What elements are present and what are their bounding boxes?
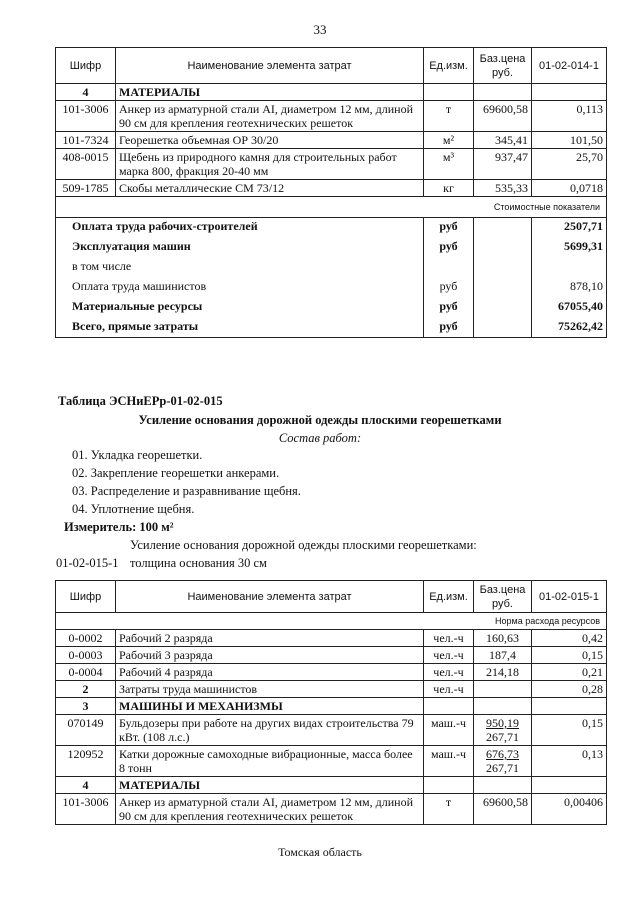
- table-row: [56, 647, 607, 664]
- row-name: Рабочий 4 разряда: [116, 664, 424, 681]
- description: Усиление основания дорожной одежды плоскими георешетками:: [130, 538, 477, 552]
- table-row: [56, 180, 607, 197]
- table-01-02-015: [55, 580, 607, 825]
- row-price: 950,19: [486, 716, 519, 730]
- table-row: [56, 664, 607, 681]
- row-price: 187,4: [474, 647, 532, 664]
- row-unit: чел.-ч: [424, 664, 474, 681]
- row-price: 160,63: [474, 630, 532, 647]
- row-value: 0,42: [532, 630, 607, 647]
- row-name: Щебень из природного камня для строительных работ марка 800, фракция 20-40 мм: [116, 149, 424, 180]
- row-unit: м³: [424, 149, 474, 180]
- row-value: 25,70: [532, 149, 607, 180]
- cost-row-value: 75262,42: [532, 318, 607, 338]
- table-01-02-014: [55, 47, 607, 338]
- row-name: Скобы металлические СМ 73/12: [116, 180, 424, 197]
- row-value: 0,00406: [532, 794, 607, 825]
- row-unit: м²: [424, 132, 474, 149]
- row-price-machinist: 267,71: [486, 730, 519, 744]
- work-item: 04. Уплотнение щебня.: [72, 502, 195, 516]
- row-code: 101-3006: [56, 794, 116, 825]
- row-code: 070149: [56, 715, 116, 746]
- row-price: 937,47: [474, 149, 532, 180]
- row-name: Рабочий 2 разряда: [116, 630, 424, 647]
- row-value: 0,0718: [532, 180, 607, 197]
- footer-region: Томская область: [278, 845, 362, 859]
- cost-row-value: 2507,71: [532, 218, 607, 238]
- col-header-code: Шифр: [56, 48, 116, 84]
- work-item: 02. Закрепление георешетки анкерами.: [72, 466, 280, 480]
- row-name: Затраты труда машинистов: [116, 681, 424, 698]
- table-row: [56, 715, 607, 746]
- col-header-variant: 01-02-014-1: [532, 48, 607, 84]
- row-value: 0,21: [532, 664, 607, 681]
- row-price: 69600,58: [474, 101, 532, 132]
- row-unit: т: [424, 794, 474, 825]
- work-title: Состав работ:: [278, 431, 362, 445]
- col-header-unit: Ед.изм.: [424, 581, 474, 613]
- cost-row-value: 878,10: [532, 278, 607, 298]
- cost-row-name: Оплата труда машинистов: [56, 278, 424, 298]
- work-item: 01. Укладка георешетки.: [72, 448, 203, 462]
- cost-row-unit: руб: [424, 238, 474, 258]
- meter-label: Измеритель: 100 м²: [64, 520, 174, 534]
- row-price: 69600,58: [474, 794, 532, 825]
- row-name: Бульдозеры при работе на других видах строительства 79 кВт. (108 л.с.): [116, 715, 424, 746]
- row-unit: маш.-ч: [424, 715, 474, 746]
- col-header-price: Баз.цена руб.: [474, 581, 532, 613]
- table-row: [56, 132, 607, 149]
- table-row: [56, 794, 607, 825]
- row-price-machinist: 267,71: [486, 761, 519, 775]
- row-unit: чел.-ч: [424, 681, 474, 698]
- col-header-code: Шифр: [56, 581, 116, 613]
- table-row: [56, 681, 607, 698]
- row-value: 0,13: [532, 746, 607, 777]
- cost-row-name: Оплата труда рабочих-строителей: [56, 218, 424, 238]
- row-unit: т: [424, 101, 474, 132]
- row-code: 0-0003: [56, 647, 116, 664]
- section-code: 4: [56, 777, 116, 794]
- page-number: 33: [313, 22, 327, 37]
- variant-text: толщина основания 30 см: [130, 556, 267, 570]
- work-item: 03. Распределение и разравнивание щебня.: [72, 484, 301, 498]
- row-unit: чел.-ч: [424, 647, 474, 664]
- row-code: 2: [56, 681, 116, 698]
- cost-row-unit: руб: [424, 218, 474, 238]
- row-code: 101-3006: [56, 101, 116, 132]
- row-name: Георешетка объемная ОР 30/20: [116, 132, 424, 149]
- table-row: [56, 746, 607, 777]
- variant-code: 01-02-015-1: [56, 556, 119, 570]
- col-header-name: Наименование элемента затрат: [116, 581, 424, 613]
- row-price: 535,33: [474, 180, 532, 197]
- row-value: 0,113: [532, 101, 607, 132]
- row-value: 0,15: [532, 715, 607, 746]
- table-title: Таблица ЭСНиЕРр-01-02-015: [58, 394, 223, 408]
- row-name: Рабочий 3 разряда: [116, 647, 424, 664]
- row-unit: чел.-ч: [424, 630, 474, 647]
- row-price: 214,18: [474, 664, 532, 681]
- section-code: 3: [56, 698, 116, 715]
- section-title: МАТЕРИАЛЫ: [116, 777, 424, 794]
- section-title: МАТЕРИАЛЫ: [116, 84, 424, 101]
- row-name: Анкер из арматурной стали AI, диаметром 12 мм, длиной 90 см для крепления геотехнических решеток: [116, 794, 424, 825]
- table-row: [56, 630, 607, 647]
- row-code: 101-7324: [56, 132, 116, 149]
- row-unit: кг: [424, 180, 474, 197]
- cost-row-value: 5699,31: [532, 238, 607, 258]
- row-code: 509-1785: [56, 180, 116, 197]
- cost-row-name: Всего, прямые затраты: [56, 318, 424, 338]
- row-code: 408-0015: [56, 149, 116, 180]
- section-heading: Усиление основания дорожной одежды плоскими георешетками: [138, 413, 502, 427]
- cost-row-name: Материальные ресурсы: [56, 298, 424, 318]
- row-code: 0-0002: [56, 630, 116, 647]
- cost-row-name: Эксплуатация машин: [56, 238, 424, 258]
- col-header-name: Наименование элемента затрат: [116, 48, 424, 84]
- cost-row-unit: руб: [424, 278, 474, 298]
- cost-row-unit: руб: [424, 318, 474, 338]
- cost-row-value: 67055,40: [532, 298, 607, 318]
- table-row: [56, 149, 607, 180]
- row-code: 120952: [56, 746, 116, 777]
- cost-row-name: в том числе: [56, 258, 424, 278]
- col-header-price: Баз.цена руб.: [474, 48, 532, 84]
- row-price: 345,41: [474, 132, 532, 149]
- row-name: Катки дорожные самоходные вибрационные, масса более 8 тонн: [116, 746, 424, 777]
- col-header-unit: Ед.изм.: [424, 48, 474, 84]
- section-code: 4: [56, 84, 116, 101]
- col-header-variant: 01-02-015-1: [532, 581, 607, 613]
- cost-caption: Стоимостные показатели: [56, 197, 607, 218]
- section-title: МАШИНЫ И МЕХАНИЗМЫ: [116, 698, 424, 715]
- row-name: Анкер из арматурной стали AI, диаметром 12 мм, длиной 90 см для крепления геотехнических решеток: [116, 101, 424, 132]
- cost-row-unit: руб: [424, 298, 474, 318]
- row-value: 101,50: [532, 132, 607, 149]
- row-price: 676,73: [486, 747, 519, 761]
- row-value: 0,28: [532, 681, 607, 698]
- norm-caption: Норма расхода ресурсов: [56, 613, 607, 630]
- row-unit: маш.-ч: [424, 746, 474, 777]
- row-code: 0-0004: [56, 664, 116, 681]
- table-row: [56, 101, 607, 132]
- row-value: 0,15: [532, 647, 607, 664]
